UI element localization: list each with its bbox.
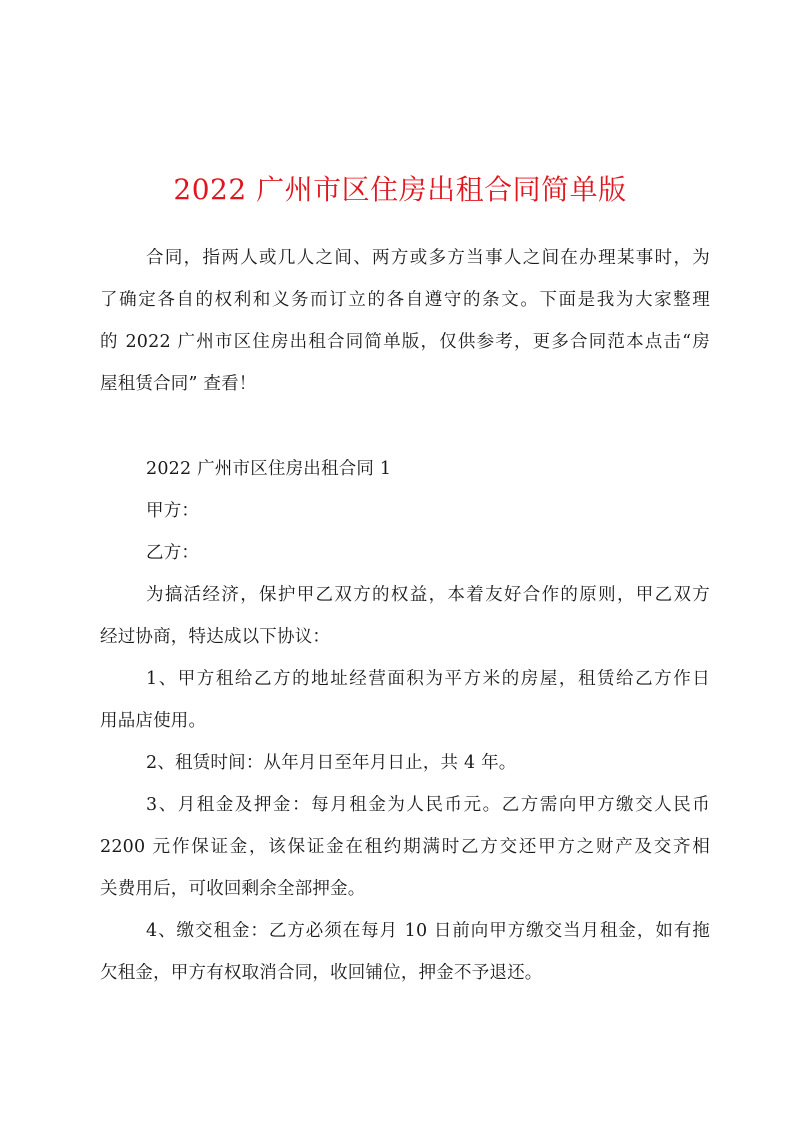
clause-3-line: 关费用后，可收回剩余全部押金。 — [100, 879, 366, 899]
intro-line: 屋租赁合同” 查看！ — [100, 374, 257, 394]
clause-4-line: 欠租金，甲方有权取消合同，收回铺位，押金不予退还。 — [100, 963, 543, 983]
clause-1-line: 用品店使用。 — [100, 711, 207, 731]
clause-3-line: 3、月租金及押金：每月租金为人民币元。乙方需向甲方缴交人民币 — [146, 795, 710, 815]
intro-line: 的 2022 广州市区住房出租合同简单版，仅供参考，更多合同范本点击“房 — [100, 332, 710, 352]
clause-1-line: 1、甲方租给乙方的地址经营面积为平方米的房屋，租赁给乙方作日 — [146, 669, 710, 689]
contract-heading: 2022 广州市区住房出租合同 1 — [146, 459, 392, 479]
intro-line: 了确定各自的权利和义务而订立的各自遵守的条文。下面是我为大家整理 — [100, 290, 710, 310]
preamble-line: 经过协商，特达成以下协议： — [100, 627, 331, 647]
party-a-label: 甲方： — [146, 501, 200, 521]
intro-line: 合同，指两人或几人之间、两方或多方当事人之间在办理某事时，为 — [146, 248, 710, 268]
document-title: 2022 广州市区住房出租合同简单版 — [173, 173, 627, 206]
preamble-line: 为搞活经济，保护甲乙双方的权益，本着友好合作的原则，甲乙双方 — [146, 585, 710, 605]
clause-4-line: 4、缴交租金：乙方必须在每月 10 日前向甲方缴交当月租金，如有拖 — [146, 921, 710, 941]
clause-3-line: 2200 元作保证金，该保证金在租约期满时乙方交还甲方之财产及交齐相 — [100, 837, 710, 857]
party-b-label: 乙方： — [146, 543, 200, 563]
clause-2-line: 2、租赁时间：从年月日至年月日止，共 4 年。 — [146, 753, 517, 773]
